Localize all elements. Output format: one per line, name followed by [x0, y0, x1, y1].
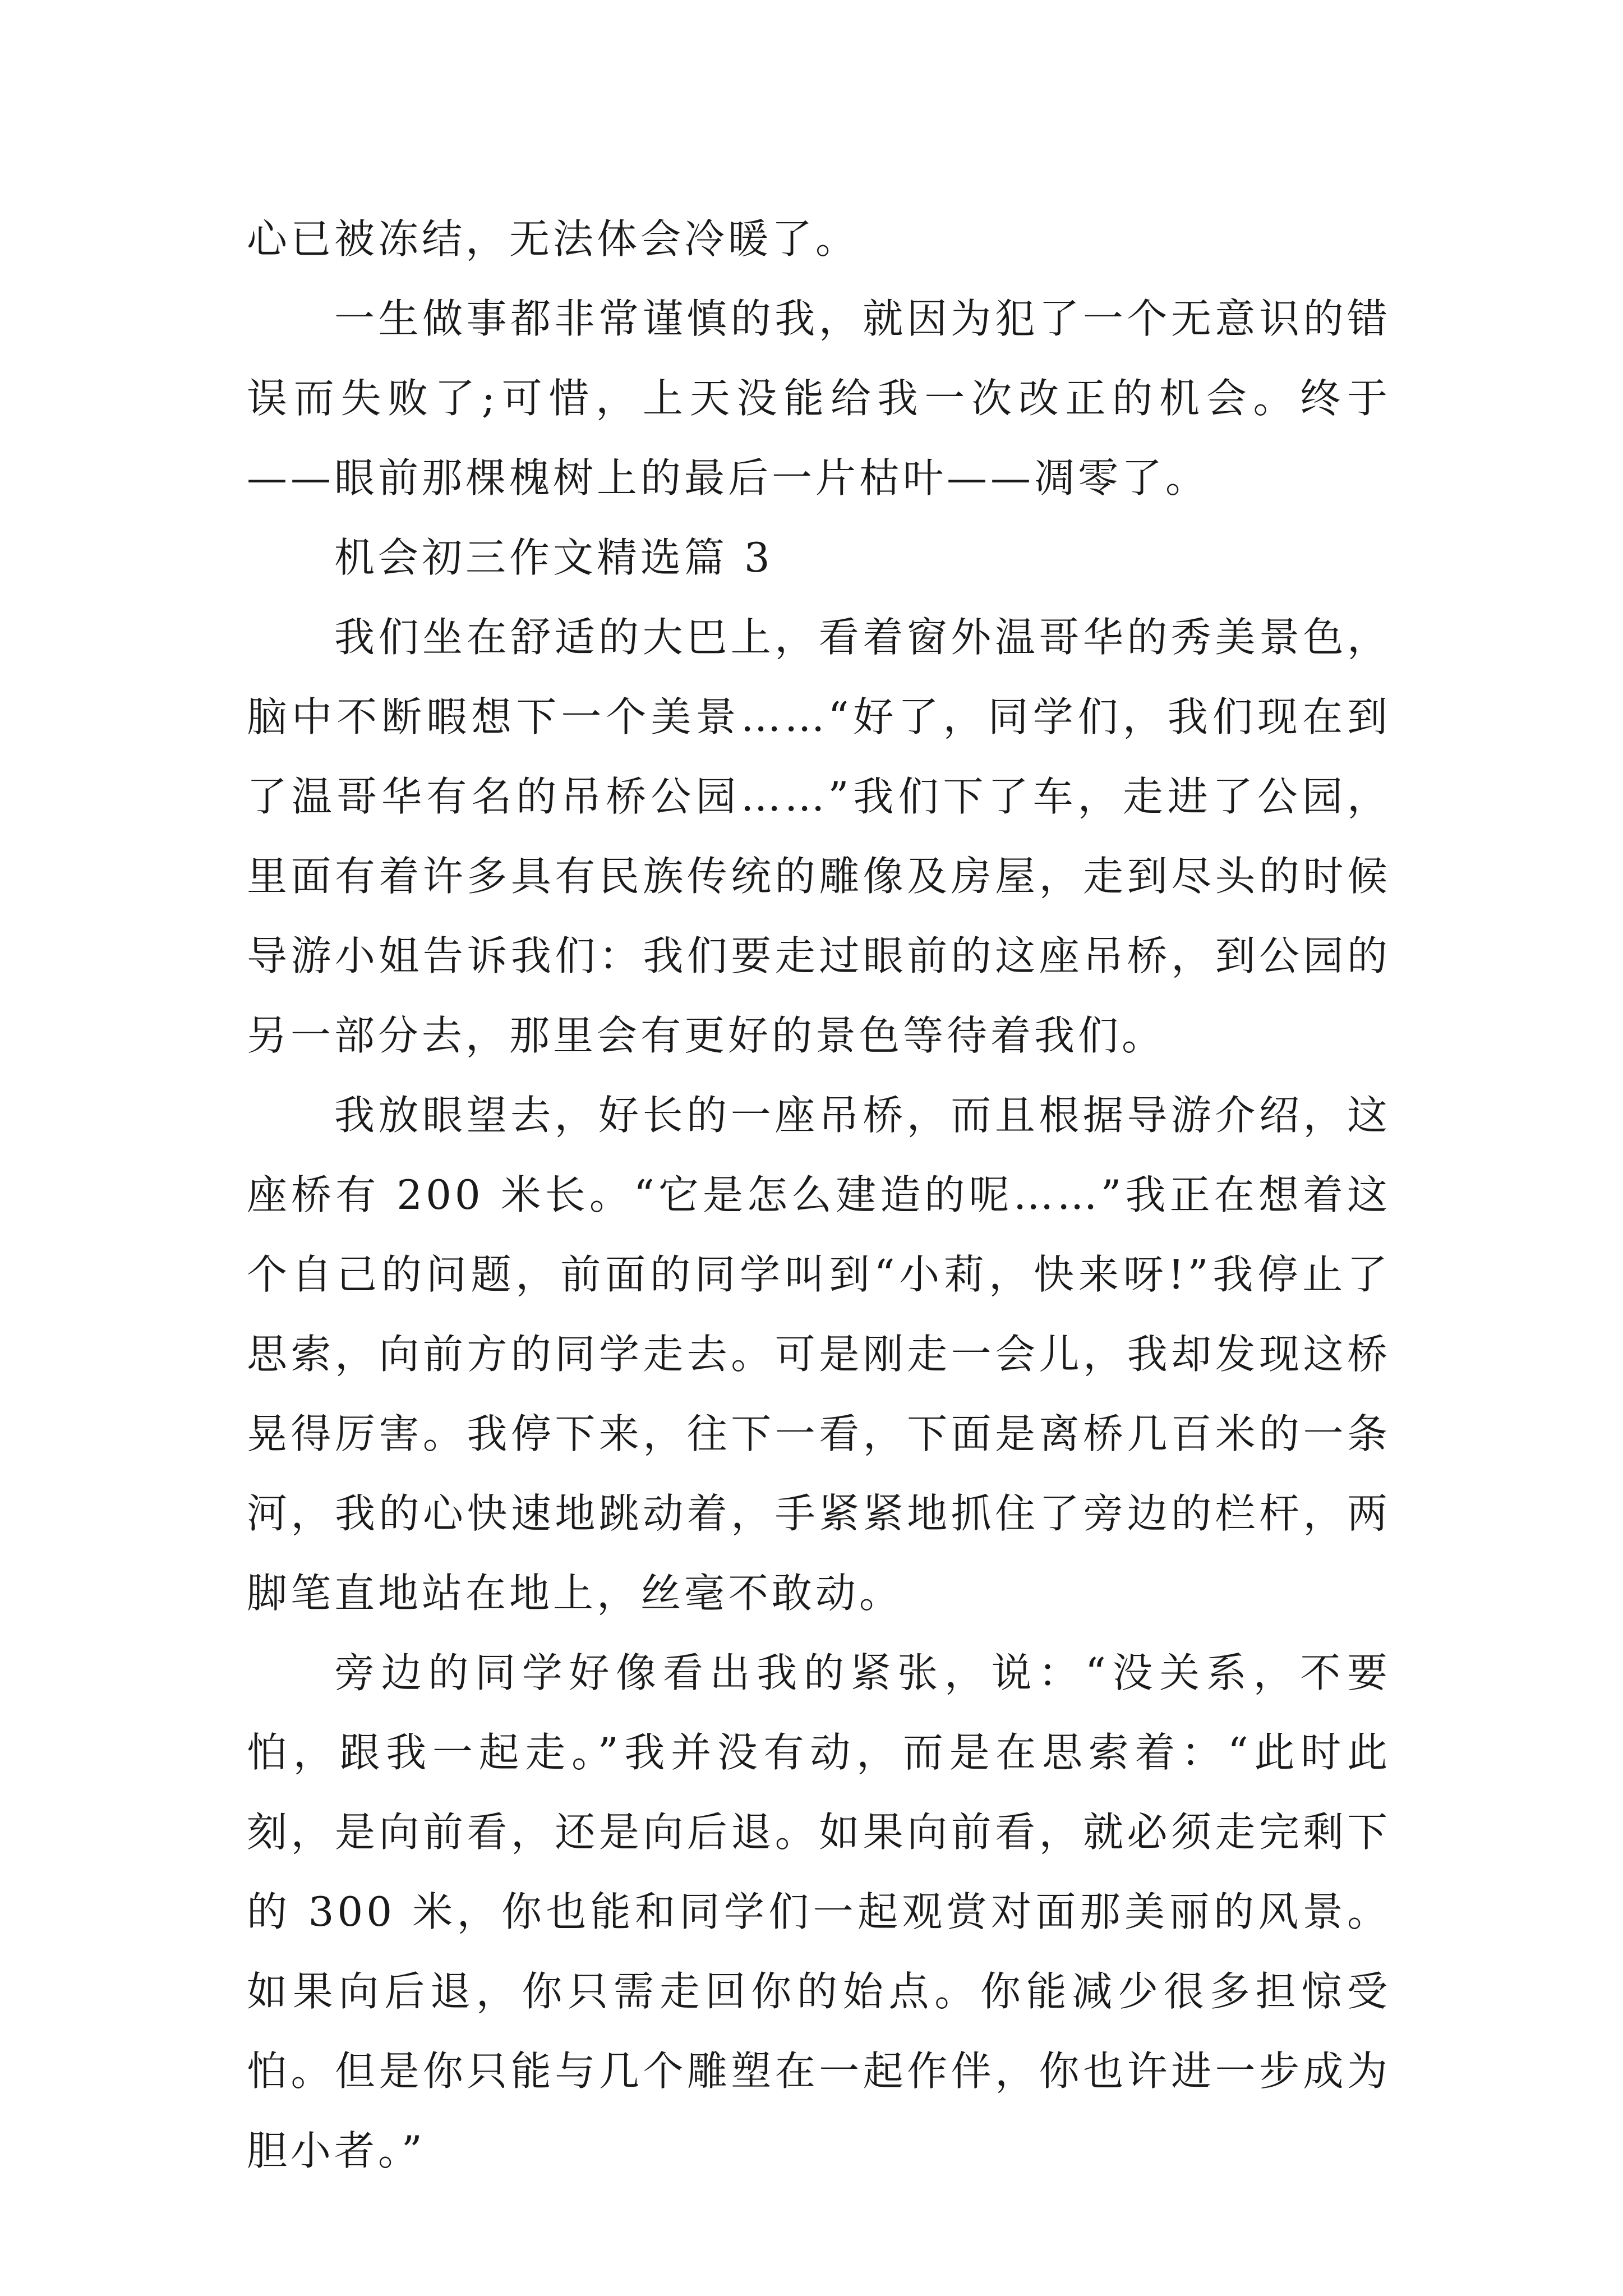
paragraph: 旁边的同学好像看出我的紧张，说：“没关系，不要怕，跟我一起走。”我并没有动，而是在思索着：“此时此刻，是向前看，还是向后退。如果向前看，就必须走完剩下的 300 米，你也能和同学们一起观赏对面那美丽的风景。如果向后退，你只需走回你的始点。你能减少很多担惊受怕。但是你只能与几个雕塑在一起作伴，你也许进一步成为胆小者。” [247, 1649, 1391, 2174]
paragraph: 我们坐在舒适的大巴上，看着窗外温哥华的秀美景色，脑中不断暇想下一个美景……“好了，同学们，我们现在到了温哥华有名的吊桥公园……”我们下了车，走进了公园，里面有着许多具有民族传统的雕像及房屋，走到尽头的时候导游小姐告诉我们：我们要走过眼前的这座吊桥，到公园的另一部分去，那里会有更好的景色等待着我们。 [247, 614, 1391, 1059]
paragraph: 一生做事都非常谨慎的我，就因为犯了一个无意识的错误而失败了;可惜，上天没能给我一次改正的机会。终于——眼前那棵槐树上的最后一片枯叶——凋零了。 [247, 295, 1391, 501]
paragraph-continuation: 心已被冻结，无法体会冷暖了。 [247, 215, 860, 263]
section-heading: 机会初三作文精选篇 3 [334, 534, 773, 581]
document-body [247, 199, 1391, 2191]
paragraph: 我放眼望去，好长的一座吊桥，而且根据导游介绍，这座桥有 200 米长。“它是怎么建造的呢……”我正在想着这个自己的问题，前面的同学叫到“小莉，快来呀!”我停止了思索，向前方的同学走去。可是刚走一会儿，我却发现这桥晃得厉害。我停下来，往下一看，下面是离桥几百米的一条河，我的心快速地跳动着，手紧紧地抓住了旁边的栏杆，两脚笔直地站在地上，丝毫不敢动。 [247, 1092, 1391, 1617]
